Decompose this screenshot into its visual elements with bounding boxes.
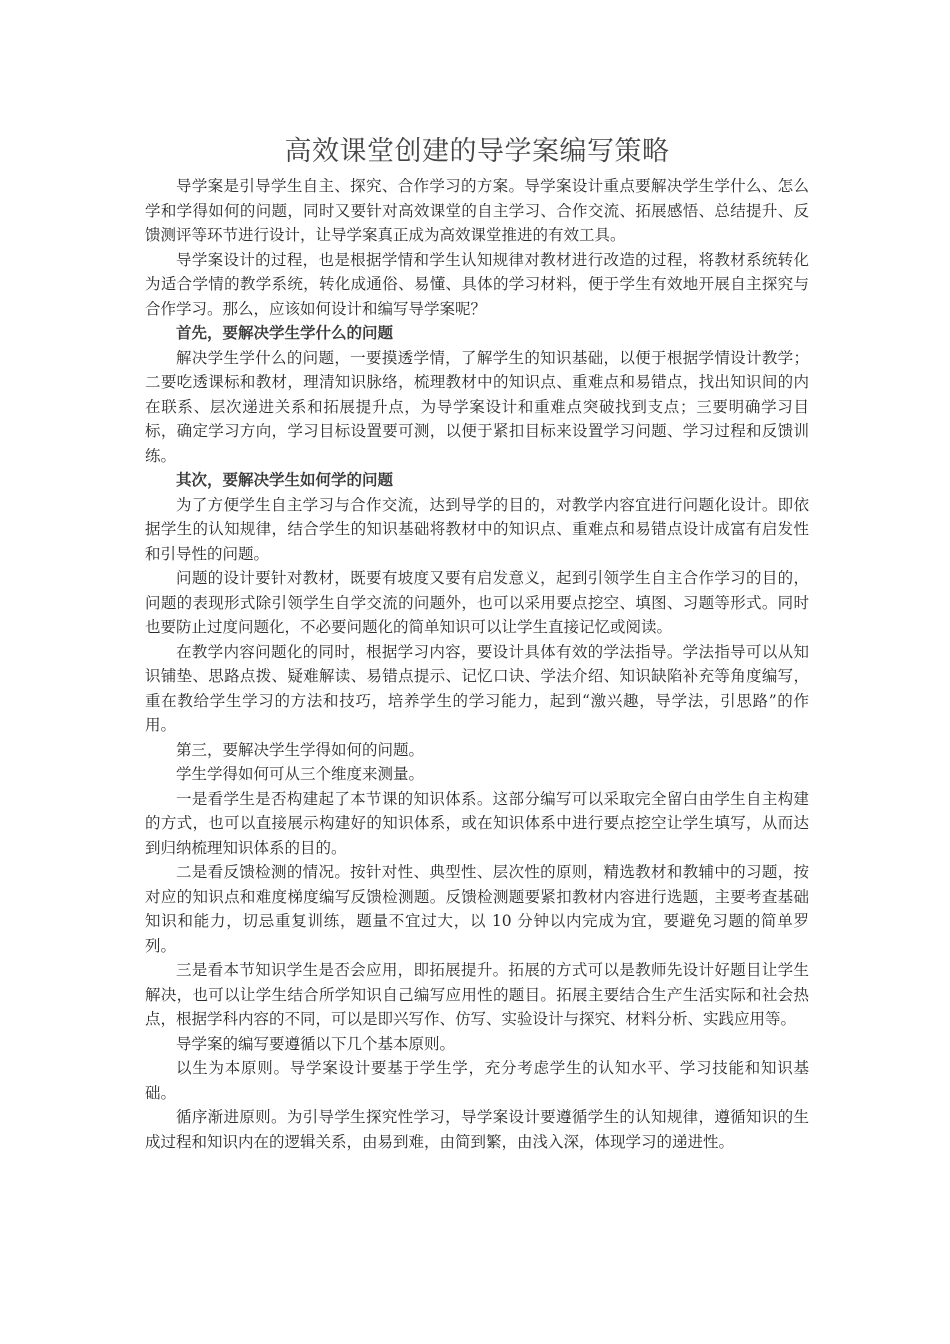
body-paragraph: 三是看本节知识学生是否会应用，即拓展提升。拓展的方式可以是教师先设计好题目让学生解决，也可以让学生结合所学知识自己编写应用性的题目。拓展主要结合生产生活实际和社会热点，根据学科内容的不同，可以是即兴写作、仿写、实验设计与探究、材料分析、实践应用等。 <box>145 961 809 1028</box>
section-heading: 其次，要解决学生如何学的问题 <box>176 470 394 489</box>
body-paragraph: 在教学内容问题化的同时，根据学习内容，要设计具体有效的学法指导。学法指导可以从知识铺垫、思路点拨、疑难解读、易错点提示、记忆口诀、学法介绍、知识缺陷补充等角度编写，重在教给学生学习的方法和技巧，培养学生的学习能力，起到“激兴趣，导学法，引思路”的作用。 <box>145 642 809 734</box>
section-heading: 首先，要解决学生学什么的问题 <box>176 323 394 342</box>
body-paragraph: 一是看学生是否构建起了本节课的知识体系。这部分编写可以采取完全留白由学生自主构建的方式，也可以直接展示构建好的知识体系，或在知识体系中进行要点挖空让学生填写，从而达到归纳梳理知识体系的目的。 <box>145 789 809 857</box>
document-title: 高效课堂创建的导学案编写策略 <box>284 136 670 167</box>
body-paragraph: 导学案的编写要遵循以下几个基本原则。 <box>176 1034 456 1053</box>
body-paragraph: 导学案设计的过程，也是根据学情和学生认知规律对教材进行改造的过程，将教材系统转化为适合学情的教学系统，转化成通俗、易懂、具体的学习材料，便于学生有效地开展自主探究与合作学习。那么，应该如何设计和编写导学案呢？ <box>145 250 809 318</box>
body-paragraph: 循序渐进原则。为引导学生探究性学习，导学案设计要遵循学生的认知规律，遵循知识的生成过程和知识内在的逻辑关系，由易到难，由简到繁，由浅入深，体现学习的递进性。 <box>145 1108 809 1151</box>
document-page <box>145 134 809 1154</box>
body-paragraph: 第三，要解决学生学得如何的问题。 <box>176 740 425 759</box>
document-body <box>145 174 809 1154</box>
body-paragraph: 为了方便学生自主学习与合作交流，达到导学的目的，对教学内容宜进行问题化设计。即依据学生的认知规律，结合学生的知识基础将教材中的知识点、重难点和易错点设计成富有启发性和引导性的问题。 <box>145 495 809 563</box>
body-paragraph: 学生学得如何可从三个维度来测量。 <box>176 765 425 783</box>
body-paragraph: 解决学生学什么的问题，一要摸透学情，了解学生的知识基础，以便于根据学情设计教学；二要吃透课标和教材，理清知识脉络，梳理教材中的知识点、重难点和易错点，找出知识间的内在联系、层次递进关系和拓展提升点，为导学案设计和重难点突破找到支点；三要明确学习目标，确定学习方向，学习目标设置要可测，以便于紧扣目标来设置学习问题、学习过程和反馈训练。 <box>145 348 809 465</box>
body-paragraph: 以生为本原则。导学案设计要基于学生学，充分考虑学生的认知水平、学习技能和知识基础。 <box>145 1059 809 1102</box>
body-paragraph: 二是看反馈检测的情况。按针对性、典型性、层次性的原则，精选教材和教辅中的习题，按对应的知识点和难度梯度编写反馈检测题。反馈检测题要紧扣教材内容进行选题，主要考查基础知识和能力，切忌重复训练，题量不宜过大，以 10 分钟以内完成为宜，要避免习题的简单罗列。 <box>145 863 809 955</box>
body-paragraph: 导学案是引导学生自主、探究、合作学习的方案。导学案设计重点要解决学生学什么、怎么学和学得如何的问题，同时又要针对高效课堂的自主学习、合作交流、拓展感悟、总结提升、反馈测评等环节进行设计，让导学案真正成为高效课堂推进的有效工具。 <box>145 177 809 244</box>
body-paragraph: 问题的设计要针对教材，既要有坡度又要有启发意义，起到引领学生自主合作学习的目的，问题的表现形式除引领学生自学交流的问题外，也可以采用要点挖空、填图、习题等形式。同时也要防止过度问题化，不必要问题化的简单知识可以让学生直接记忆或阅读。 <box>145 569 809 636</box>
